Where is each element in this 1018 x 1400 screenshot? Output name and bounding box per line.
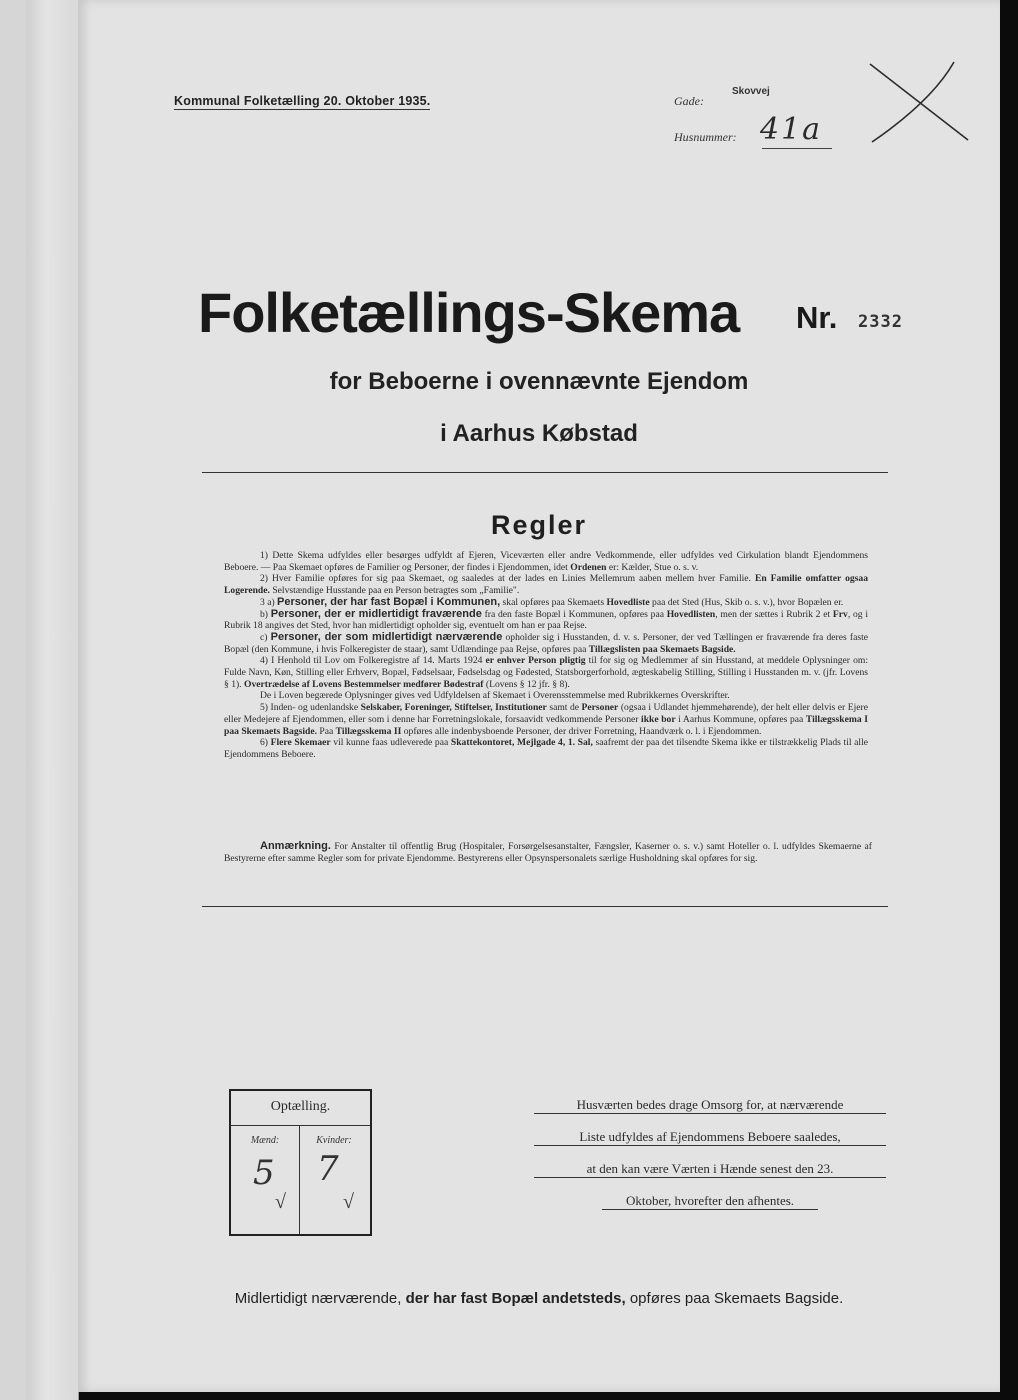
landlord-note xyxy=(534,1096,886,1224)
women-count: 7 xyxy=(317,1149,339,1189)
landlord-note-line-3: at den kan være Værten i Hænde senest den 23. xyxy=(534,1160,886,1178)
rule-3b: b) Personer, der er midlertidigt fraværende fra den faste Bopæl i Kommunen, opføres paa Hovedlisten, men der sættes i Rubrik 2 et Frv, og i Rubrik 18 angives det Sted, hvor han midlertidigt opholder sig, eventuelt om han er paa Rejse. xyxy=(224,607,868,632)
rules-text xyxy=(224,550,868,761)
house-number-label: Husnummer: xyxy=(674,130,737,144)
street-value: Skovvej xyxy=(732,86,770,97)
street-label: Gade: xyxy=(674,94,704,108)
rule-3c: c) Personer, der som midlertidigt nærværende opholder sig i Husstanden, d. v. s. Personer, der ved Tællingen er fraværende fra deres faste Bopæl (den Kommune, i hvis Folkeregister de staar), samt Udlændinge paa Rejse, opføres paa Tillægslisten paa Skemaets Bagside. xyxy=(224,630,868,655)
divider-bottom xyxy=(202,906,888,907)
census-form-page xyxy=(78,0,1000,1392)
landlord-note-line-2: Liste udfyldes af Ejendommens Beboere saaledes, xyxy=(534,1128,886,1146)
remark-paragraph: Anmærkning. For Anstalter til offentlig Brug (Hospitaler, Forsørgelsesanstalter, Fængsler, Kaserner o. s. v.) samt Hoteller o. l. udfyldes Skemaerne af Bestyrerne efter samme Regler som for private Ejendomme. Bestyrerens eller Opsynspersonalets særlige Husholdning skal opføres for sig. xyxy=(224,840,872,864)
rules-heading: Regler xyxy=(490,510,588,540)
rule-1: 1) Dette Skema udfyldes eller besørges udfyldt af Ejeren, Viceværten eller andre Vedkommende, eller udfyldes ved Cirkulation blandt Ejendommens Beboere. — Paa Skemaet opføres de Familier og Personer, der findes i Ejendommen, idet Ordenen er: Kælder, Stue o. s. v. xyxy=(224,550,868,573)
count-box xyxy=(229,1089,372,1236)
cross-mark-icon xyxy=(858,56,978,146)
landlord-note-line-1: Husværten bedes drage Omsorg for, at nærværende xyxy=(534,1096,886,1114)
men-check-icon: √ xyxy=(275,1191,286,1213)
form-number-label: Nr. xyxy=(796,300,838,335)
women-label: Kvinder: xyxy=(316,1135,352,1146)
men-count: 5 xyxy=(253,1153,275,1193)
rule-4: 4) I Henhold til Lov om Folkeregistre af 14. Marts 1924 er enhver Person pligtig til for sig og Medlemmer af sin Husstand, at meddele Oplysninger om: Fulde Navn, Køn, Stilling eller Erhverv, Bopæl, Fødselsaar, Fødselsdag og Fødested, Statsborgerforhold, ægteskabelig Stilling, Stilling i Husstanden m. v. (jfr. Lovens § 1). Overtrædelse af Lovens Bestemmelser medfører Bødestraf (Lovens § 12 jfr. § 8). xyxy=(224,655,868,690)
binding-spine xyxy=(0,0,26,1400)
rule-3a: 3 a) Personer, der har fast Bopæl i Kommunen, skal opføres paa Skemaets Hovedliste paa det Sted (Hus, Skib o. s. v.), hvor Bopælen er. xyxy=(260,595,844,608)
rule-5: 5) Inden- og udenlandske Selskaber, Foreninger, Stiftelser, Institutioner samt de Personer (ogsaa i Udlandet hjemmehørende), der helt eller delvis er Ejere eller Medejere af Ejendommen, eller som i denne har Forretningslokale, forsaavidt vedkommende Personer ikke bor i Aarhus Kommune, opføres paa Tillægsskema I paa Skemaets Bagside. Paa Tillægsskema II opføres alle indenbysboende Personer, der driver Forretning, Haandværk o. l. i Ejendommen. xyxy=(224,702,868,737)
rule-2: 2) Hver Familie opføres for sig paa Skemaet, og saaledes at der lades en Linies Mellemrum aaben mellem hver Familie. En Familie omfatter ogsaa Logerende. Selvstændige Husstande paa en Person betragtes som „Familie". xyxy=(224,573,868,597)
form-subtitle-residents: for Beboerne i ovennævnte Ejendom xyxy=(329,368,749,395)
men-label: Mænd: xyxy=(250,1135,280,1146)
landlord-note-line-4: Oktober, hvorefter den afhentes. xyxy=(602,1192,818,1210)
census-title: Kommunal Folketælling 20. Oktober 1935. xyxy=(174,94,431,108)
rule-4-note: De i Loven begærede Oplysninger gives ved Udfyldelsen af Skemaet i Overensstemmelse med Rubrikkernes Overskrifter. xyxy=(260,690,730,702)
house-number-underline xyxy=(762,148,832,149)
house-number-value: 41a xyxy=(760,112,823,147)
form-number-stamp: 2332 xyxy=(858,312,903,332)
divider-top xyxy=(202,472,888,473)
form-title: Folketællings-Skema xyxy=(198,281,740,344)
form-subtitle-city: i Aarhus Købstad xyxy=(440,420,638,447)
binding-gutter xyxy=(26,0,79,1400)
women-check-icon: √ xyxy=(343,1191,354,1213)
rule-6: 6) Flere Skemaer vil kunne faas udleverede paa Skattekontoret, Mejlgade 4, 1. Sal, saafremt der paa det tilsendte Skema ikke er tilstrækkelig Plads til alle Ejendommens Beboere. xyxy=(224,737,869,760)
count-divider xyxy=(231,1125,370,1126)
count-title: Optælling. xyxy=(270,1099,331,1114)
footer-note: Midlertidigt nærværende, der har fast Bopæl andetsteds, opføres paa Skemaets Bagside. xyxy=(234,1290,844,1307)
